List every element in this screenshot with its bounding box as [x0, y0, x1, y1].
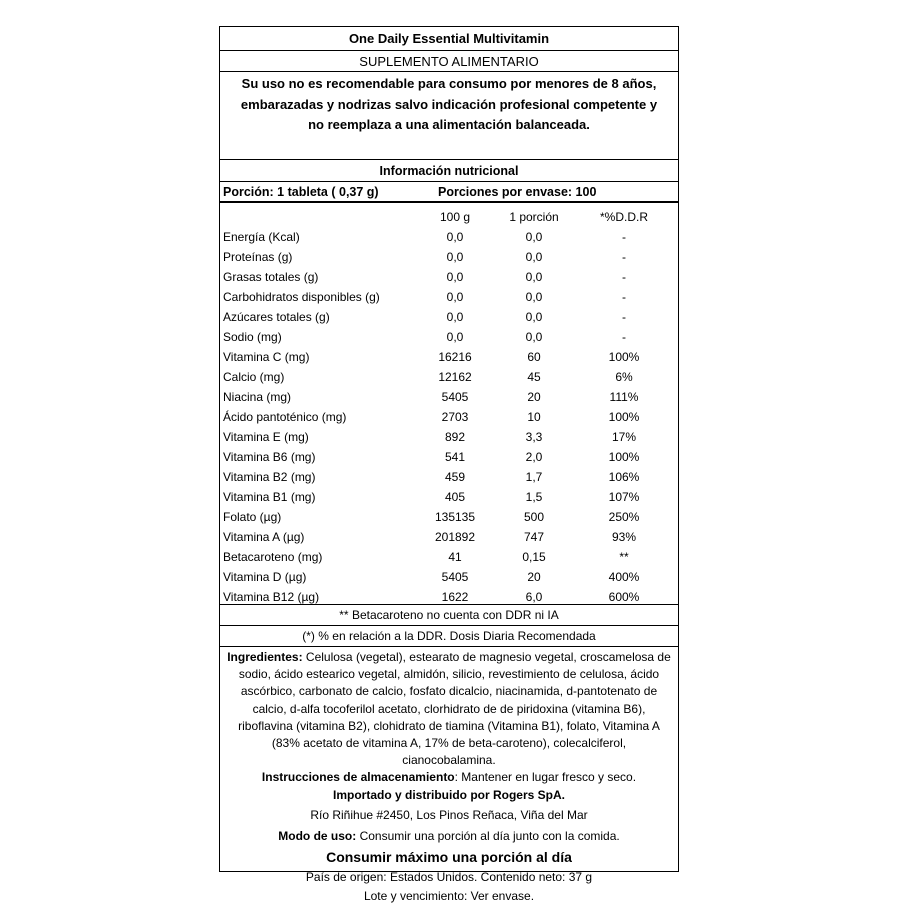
- value-ddr: -: [622, 250, 626, 264]
- portion-row: [220, 182, 678, 203]
- table-row: [220, 387, 678, 407]
- table-row: [220, 307, 678, 327]
- nutrient-name: Calcio (mg): [223, 370, 285, 384]
- nutrient-name: Vitamina B1 (mg): [223, 490, 316, 504]
- value-per-portion: 3,3: [525, 430, 543, 444]
- value-ddr: **: [619, 550, 629, 564]
- col-portion-header: 1 porción: [509, 210, 559, 224]
- value-ddr: 100%: [608, 350, 640, 364]
- value-per-portion: 6,0: [525, 590, 543, 604]
- nutrient-name: Proteínas (g): [223, 250, 293, 264]
- value-ddr: 400%: [608, 570, 640, 584]
- col-per100-header: 100 g: [439, 210, 471, 224]
- value-ddr: 250%: [608, 510, 640, 524]
- value-per-portion: 0,0: [525, 310, 543, 324]
- portion-size: Porción: 1 tableta ( 0,37 g): [223, 185, 379, 199]
- nutrient-name: Vitamina E (mg): [223, 430, 309, 444]
- value-per100: 1622: [441, 590, 469, 604]
- value-per-portion: 0,0: [525, 230, 543, 244]
- col-ddr-header: *%D.D.R: [599, 210, 648, 224]
- value-per100: 459: [444, 470, 466, 484]
- value-per-portion: 0,0: [525, 330, 543, 344]
- value-per-portion: 747: [523, 530, 545, 544]
- table-row: [220, 407, 678, 427]
- nutrient-table: [220, 204, 678, 604]
- nutrient-name: Niacina (mg): [223, 390, 292, 404]
- value-ddr: 6%: [615, 370, 633, 384]
- value-per100: 0,0: [446, 290, 464, 304]
- nutrient-name: Betacaroteno (mg): [223, 550, 323, 564]
- value-per-portion: 1,7: [525, 470, 543, 484]
- nutrient-name: Ácido pantoténico (mg): [223, 410, 347, 424]
- nutrient-name: Vitamina D (µg): [223, 570, 307, 584]
- value-per100: 5405: [441, 570, 469, 584]
- value-per-portion: 60: [527, 350, 541, 364]
- value-ddr: 107%: [608, 490, 640, 504]
- nutrition-info-header: Información nutricional: [220, 160, 678, 182]
- value-per100: 12162: [438, 370, 472, 384]
- value-per100: 135135: [434, 510, 476, 524]
- portions-per-pack: Porciones por envase: 100: [438, 185, 597, 199]
- value-per-portion: 2,0: [525, 450, 543, 464]
- importer-line: Importado y distribuido por Rogers SpA.: [332, 787, 565, 802]
- table-row: [220, 467, 678, 487]
- value-ddr: -: [622, 310, 626, 324]
- usage-label: Modo de uso:: [278, 829, 357, 844]
- storage-text: : Mantener en lugar fresco y seco.: [454, 770, 637, 785]
- table-row: [220, 507, 678, 527]
- max-dose-line: Consumir máximo una porción al día: [326, 849, 572, 866]
- value-ddr: 100%: [608, 410, 640, 424]
- value-per100: 405: [444, 490, 466, 504]
- label-footer: [220, 649, 678, 906]
- product-title: One Daily Essential Multivitamin: [220, 27, 678, 51]
- value-ddr: 93%: [611, 530, 637, 544]
- nutrient-name: Vitamina B12 (µg): [223, 590, 320, 604]
- storage-line: [220, 769, 678, 787]
- value-ddr: -: [622, 330, 626, 344]
- value-per100: 0,0: [446, 330, 464, 344]
- value-ddr: 100%: [608, 450, 640, 464]
- table-row: [220, 247, 678, 267]
- value-per-portion: 500: [523, 510, 545, 524]
- table-row: [220, 567, 678, 587]
- value-per100: 0,0: [446, 270, 464, 284]
- table-header: [220, 207, 678, 227]
- ingredients-text: Celulosa (vegetal), estearato de magnesio vegetal, croscamelosa de sodio, ácido estearico vegetal, almidón, silicio, revestimiento de celulosa, ácido ascórbico, carbonato de calcio, fosfato dicalcio, niacinamida, d-pantotenato de calcio, d-alfa tocoferilol acetato, clorhidrato de de piridoxina (vitamina B6), riboflavina (vitamina B2), clohidrato de tiamina (Vitamina B1), folato, Vitamina A (83% acetato de vitamina A, 17% de beta-caroteno), colecalciferol, cianocobalamina.: [238, 650, 671, 768]
- value-per-portion: 0,0: [525, 290, 543, 304]
- nutrient-name: Sodio (mg): [223, 330, 282, 344]
- origin-line: País de origen: Estados Unidos. Contenido neto: 37 g: [305, 870, 593, 885]
- value-per-portion: 0,0: [525, 250, 543, 264]
- table-row: [220, 347, 678, 367]
- nutrient-name: Vitamina A (µg): [223, 530, 305, 544]
- table-row: [220, 547, 678, 567]
- value-per100: 41: [448, 550, 462, 564]
- value-per100: 541: [444, 450, 466, 464]
- storage-label: Instrucciones de almacenamiento: [261, 770, 455, 785]
- value-per100: 0,0: [446, 310, 464, 324]
- value-ddr: 17%: [611, 430, 637, 444]
- value-per100: 2703: [441, 410, 469, 424]
- lot-line: Lote y vencimiento: Ver envase.: [363, 889, 535, 904]
- value-per100: 201892: [434, 530, 476, 544]
- value-ddr: 106%: [608, 470, 640, 484]
- value-per-portion: 0,0: [525, 270, 543, 284]
- table-row: [220, 487, 678, 507]
- table-row: [220, 267, 678, 287]
- table-row: [220, 527, 678, 547]
- usage-text: Consumir una porción al día junto con la comida.: [356, 829, 620, 844]
- nutrient-name: Azúcares totales (g): [223, 310, 330, 324]
- table-row: [220, 367, 678, 387]
- value-per-portion: 1,5: [525, 490, 543, 504]
- table-row: [220, 447, 678, 467]
- nutrient-name: Vitamina B2 (mg): [223, 470, 316, 484]
- value-ddr: -: [622, 270, 626, 284]
- table-row: [220, 227, 678, 247]
- value-ddr: 111%: [609, 390, 639, 404]
- ingredients-label: Ingredientes:: [227, 650, 303, 664]
- table-row: [220, 427, 678, 447]
- warning-text: Su uso no es recomendable para consumo por menores de 8 años, embarazadas y nodrizas salvo indicación profesional competente y no reemplaza a una alimentación balanceada.: [220, 72, 678, 160]
- table-row: [220, 287, 678, 307]
- value-per-portion: 10: [527, 410, 541, 424]
- value-per100: 0,0: [446, 250, 464, 264]
- ddr-note: (*) % en relación a la DDR. Dosis Diaria Recomendada: [220, 626, 678, 647]
- nutrition-label: [219, 26, 679, 904]
- betacarotene-note: ** Betacaroteno no cuenta con DDR ni IA: [220, 605, 678, 626]
- ingredients-block: [220, 649, 678, 769]
- value-per100: 892: [444, 430, 466, 444]
- usage-line: [220, 826, 678, 846]
- value-per100: 5405: [441, 390, 469, 404]
- value-ddr: -: [622, 290, 626, 304]
- value-per100: 0,0: [446, 230, 464, 244]
- nutrient-name: Carbohidratos disponibles (g): [223, 290, 380, 304]
- address-line: Río Riñihue #2450, Los Pinos Reñaca, Viña del Mar: [310, 808, 588, 823]
- product-subtitle: SUPLEMENTO ALIMENTARIO: [220, 51, 678, 72]
- nutrient-name: Folato (µg): [223, 510, 282, 524]
- nutrient-name: Vitamina C (mg): [223, 350, 310, 364]
- value-per-portion: 45: [527, 370, 541, 384]
- nutrient-name: Vitamina B6 (mg): [223, 450, 316, 464]
- nutrient-name: Grasas totales (g): [223, 270, 319, 284]
- value-per-portion: 20: [527, 390, 541, 404]
- value-ddr: 600%: [608, 590, 640, 604]
- nutrient-name: Energía (Kcal): [223, 230, 300, 244]
- table-row: [220, 327, 678, 347]
- value-ddr: -: [622, 230, 626, 244]
- value-per-portion: 0,15: [522, 550, 546, 564]
- value-per100: 16216: [438, 350, 472, 364]
- value-per-portion: 20: [527, 570, 541, 584]
